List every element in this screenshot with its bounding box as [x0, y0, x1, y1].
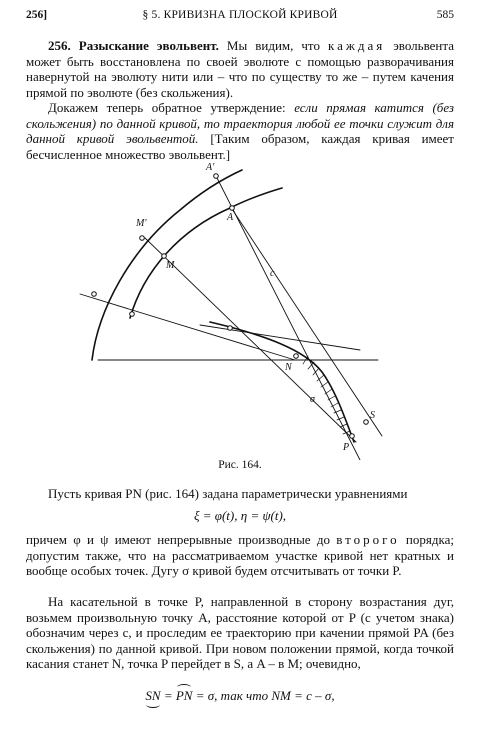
label-m1: M' [136, 218, 147, 229]
p1-spaced-word: каждая [327, 38, 386, 53]
p4-text-a: причем φ и ψ имеют непрерывные производные до [26, 532, 337, 547]
formula-rest: = σ, так что NM = c – σ, [192, 688, 335, 703]
section-title: 256. Разыскание эвольвент. [48, 38, 219, 53]
p3-text: Пусть кривая PN (рис. 164) задана параметрически уравнениями [48, 486, 408, 501]
point-p [350, 434, 355, 439]
point-m [162, 254, 167, 259]
label-s: S [370, 410, 375, 421]
label-p: P [343, 442, 350, 453]
line-to-right [200, 325, 360, 350]
p2-theorem: если прямая катится (без скольжения) по данной кривой, то траектория любой ее точки служит для данной кривой эвольвентой. [26, 100, 454, 146]
point-a1 [214, 174, 219, 179]
figure-164 [60, 160, 420, 460]
paragraph-3 [26, 486, 454, 502]
p5-text: На касательной в точке P, направленной в сторону возрастания дуг, возьмем произвольную точку A, расстояние которой от P (с учетом знака) обозначим через c, и проследим ее траекторию при качении прямой PA (без скольжения) по данной кривой. При новом положении прямой, когда точкой касания станет N, точка P перейдет в S, а A – в M; очевидно, [26, 594, 454, 671]
formula-pn-arc: PN [175, 688, 193, 703]
label-a1: A' [206, 162, 215, 173]
running-title: § 5. КРИВИЗНА ПЛОСКОЙ КРИВОЙ [142, 9, 338, 21]
label-a: A [227, 212, 234, 223]
p2-text-b: [Таким образом, каждая кривая имеет бесчисленное множество эвольвент.] [26, 131, 454, 162]
running-head [26, 6, 454, 24]
line-through-m [145, 238, 356, 442]
p4-text-b: порядка; допустим также, что на рассматриваемом участке кривой нет кратных и вообще особых точек. Дугу σ кривой будем отсчитывать от точки P. [26, 532, 454, 578]
point-inner-lower [130, 312, 135, 317]
line-mid-tangent [80, 294, 295, 360]
point-outer-lower [92, 292, 97, 297]
line-through-a [230, 206, 382, 436]
paragraph-4 [26, 532, 454, 579]
label-sigma: σ [310, 394, 315, 405]
paragraph-2 [26, 100, 454, 162]
point-n [294, 354, 299, 359]
figure-caption: Рис. 164. [218, 459, 262, 471]
given-curve-pn [210, 322, 354, 442]
label-m: M [166, 260, 175, 271]
formula-sn-arc: SN [145, 688, 161, 703]
label-n: N [285, 362, 292, 373]
formula-arc-length [0, 688, 480, 704]
point-m1 [140, 236, 145, 241]
p4-spaced-word: второго [336, 532, 400, 547]
page-number: 585 [436, 9, 454, 21]
section-number-left: 256] [26, 9, 48, 21]
point-a [230, 206, 235, 211]
p2-text-a: Докажем теперь обратное утверждение: [48, 100, 295, 115]
p4-text [26, 532, 454, 579]
paragraph-1 [26, 38, 454, 100]
point-s [364, 420, 369, 425]
formula-eq: = [160, 688, 176, 703]
inner-involute-curve [130, 188, 282, 318]
label-c: c [270, 268, 275, 279]
p1-text-b: эвольвента может быть восстановлена по своей эволюте с помощью разворачивания навернутой на эволюту нити или – что по существу то же – путем качения прямой по эволюте (без скольжения). [26, 38, 454, 100]
formula-parametric: ξ = φ(t), η = ψ(t), [193, 508, 287, 523]
paragraph-5 [26, 594, 454, 672]
point-tangent-mid [228, 326, 233, 331]
p1-text-a: Мы видим, что [218, 38, 328, 53]
section-intro [26, 38, 454, 162]
